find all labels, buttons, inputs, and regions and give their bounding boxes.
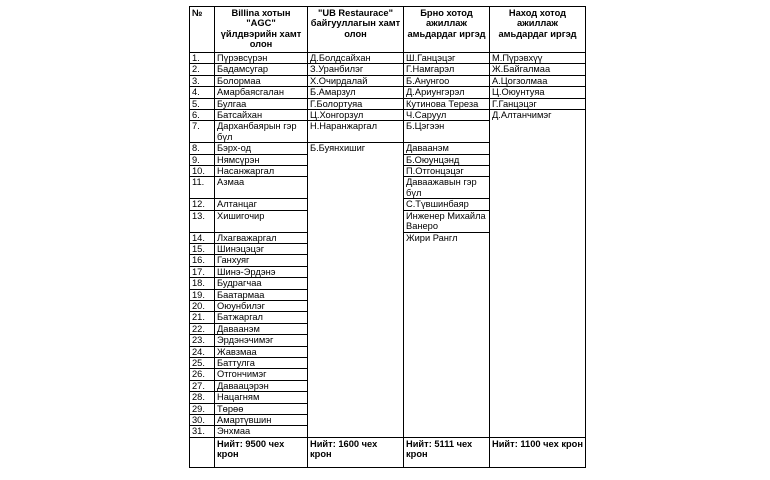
- table-row: [190, 255, 586, 266]
- brno-name: [404, 369, 490, 380]
- ub-restaurace-name: [308, 300, 404, 311]
- agc-name: Булгаа: [215, 98, 308, 109]
- nachod-name: Г.Ганцэцэг: [490, 98, 586, 109]
- ub-restaurace-name: [308, 266, 404, 277]
- brno-name: Даваанэм: [404, 143, 490, 154]
- agc-name: Даваацэрэн: [215, 380, 308, 391]
- total-agc: Нийт: 9500 чех крон: [215, 437, 308, 467]
- ub-restaurace-name: З.Уранбилэг: [308, 64, 404, 75]
- nachod-name: [490, 177, 586, 199]
- row-number: 15.: [190, 243, 215, 254]
- table-row: [190, 266, 586, 277]
- table-row: [190, 166, 586, 177]
- table-row: [190, 323, 586, 334]
- nachod-name: [490, 369, 586, 380]
- nachod-name: [490, 392, 586, 403]
- ub-restaurace-name: [308, 369, 404, 380]
- row-number: 8.: [190, 143, 215, 154]
- ub-restaurace-name: [308, 255, 404, 266]
- row-number: 30.: [190, 415, 215, 426]
- ub-restaurace-name: Ц.Хонгорзул: [308, 110, 404, 121]
- table-row: [190, 53, 586, 64]
- row-number: 16.: [190, 255, 215, 266]
- row-number: 14.: [190, 232, 215, 243]
- agc-name: Оюунбилэг: [215, 300, 308, 311]
- ub-restaurace-name: [308, 166, 404, 177]
- brno-name: Д.Ариунгэрэл: [404, 87, 490, 98]
- brno-name: [404, 392, 490, 403]
- ub-restaurace-name: [308, 403, 404, 414]
- row-number: 28.: [190, 392, 215, 403]
- ub-restaurace-name: [308, 346, 404, 357]
- table-row: [190, 177, 586, 199]
- ub-restaurace-name: [308, 289, 404, 300]
- agc-name: Амартүвшин: [215, 415, 308, 426]
- agc-name: Төрөө: [215, 403, 308, 414]
- nachod-name: [490, 426, 586, 437]
- table-row: [190, 289, 586, 300]
- table-row: [190, 380, 586, 391]
- brno-name: [404, 243, 490, 254]
- nachod-name: [490, 289, 586, 300]
- brno-name: [404, 335, 490, 346]
- row-number: 29.: [190, 403, 215, 414]
- row-number: 4.: [190, 87, 215, 98]
- agc-name: Нацагням: [215, 392, 308, 403]
- agc-name: Азмаа: [215, 177, 308, 199]
- nachod-name: [490, 166, 586, 177]
- table-row: [190, 278, 586, 289]
- row-number: 17.: [190, 266, 215, 277]
- ub-restaurace-name: [308, 357, 404, 368]
- ub-restaurace-name: [308, 323, 404, 334]
- nachod-name: Д.Алтанчимэг: [490, 110, 586, 121]
- brno-name: Ш.Ганцэцэг: [404, 53, 490, 64]
- nachod-name: [490, 255, 586, 266]
- brno-name: [404, 357, 490, 368]
- nachod-name: [490, 335, 586, 346]
- ub-restaurace-name: Х.Очирдалай: [308, 75, 404, 86]
- header-row: [190, 7, 586, 53]
- nachod-name: А.Цогзолмаа: [490, 75, 586, 86]
- row-number: 20.: [190, 300, 215, 311]
- row-number: 25.: [190, 357, 215, 368]
- agc-name: Хишигочир: [215, 210, 308, 232]
- brno-name: Ч.Саруул: [404, 110, 490, 121]
- nachod-name: [490, 323, 586, 334]
- ub-restaurace-name: [308, 278, 404, 289]
- table-row: [190, 154, 586, 165]
- nachod-name: Ж.Байгалмаа: [490, 64, 586, 75]
- row-number: 3.: [190, 75, 215, 86]
- agc-name: Лхагважаргал: [215, 232, 308, 243]
- ub-restaurace-name: [308, 312, 404, 323]
- nachod-name: Ц.Оюунтуяа: [490, 87, 586, 98]
- total-nachod: Нийт: 1100 чех крон: [490, 437, 586, 467]
- table-row: [190, 75, 586, 86]
- nachod-name: [490, 300, 586, 311]
- ub-restaurace-name: [308, 335, 404, 346]
- nachod-name: [490, 121, 586, 143]
- header-agc-factory: Billina хотын "AGC" үйлдвэрийн хамт олон: [215, 7, 308, 53]
- brno-name: Б.Цэгээн: [404, 121, 490, 143]
- brno-name: [404, 346, 490, 357]
- row-number: 18.: [190, 278, 215, 289]
- table-row: [190, 64, 586, 75]
- agc-name: Алтанцаг: [215, 199, 308, 210]
- row-number: 1.: [190, 53, 215, 64]
- brno-name: Б.Оюунцэнд: [404, 154, 490, 165]
- ub-restaurace-name: [308, 243, 404, 254]
- row-number: 2.: [190, 64, 215, 75]
- table-row: [190, 346, 586, 357]
- agc-name: Батжаргал: [215, 312, 308, 323]
- row-number: 19.: [190, 289, 215, 300]
- brno-name: [404, 426, 490, 437]
- row-number: 7.: [190, 121, 215, 143]
- brno-name: [404, 300, 490, 311]
- nachod-name: [490, 154, 586, 165]
- ub-restaurace-name: [308, 177, 404, 199]
- agc-name: Жавзмаа: [215, 346, 308, 357]
- table-row: [190, 232, 586, 243]
- agc-name: Бэрх-од: [215, 143, 308, 154]
- brno-name: [404, 289, 490, 300]
- agc-name: Шинэ-Эрдэнэ: [215, 266, 308, 277]
- ub-restaurace-name: Г.Болортуяа: [308, 98, 404, 109]
- table-row: [190, 312, 586, 323]
- brno-name: П.Отгонцэцэг: [404, 166, 490, 177]
- agc-name: Насанжаргал: [215, 166, 308, 177]
- agc-name: Пүрэвсүрэн: [215, 53, 308, 64]
- ub-restaurace-name: [308, 154, 404, 165]
- row-number: 31.: [190, 426, 215, 437]
- header-ub-restaurace: "UB Restaurace" байгууллагын хамт олон: [308, 7, 404, 53]
- table-row: [190, 415, 586, 426]
- brno-name: Кутинова Тереза: [404, 98, 490, 109]
- table-row: [190, 335, 586, 346]
- nachod-name: [490, 243, 586, 254]
- table-row: [190, 403, 586, 414]
- ub-restaurace-name: Д.Болдсайхан: [308, 53, 404, 64]
- nachod-name: [490, 415, 586, 426]
- total-brno: Нийт: 5111 чех крон: [404, 437, 490, 467]
- agc-name: Бадамсугар: [215, 64, 308, 75]
- agc-name: Баатармаа: [215, 289, 308, 300]
- donor-table: [189, 6, 586, 468]
- row-number: 9.: [190, 154, 215, 165]
- table-row: [190, 210, 586, 232]
- brno-name: Даваажавын гэр бүл: [404, 177, 490, 199]
- ub-restaurace-name: [308, 210, 404, 232]
- nachod-name: [490, 143, 586, 154]
- nachod-name: [490, 357, 586, 368]
- nachod-name: [490, 403, 586, 414]
- row-number: 5.: [190, 98, 215, 109]
- nachod-name: М.Пүрэвхүү: [490, 53, 586, 64]
- brno-name: Б.Анунгоо: [404, 75, 490, 86]
- nachod-name: [490, 266, 586, 277]
- nachod-name: [490, 210, 586, 232]
- row-number: 10.: [190, 166, 215, 177]
- ub-restaurace-name: [308, 426, 404, 437]
- agc-name: Баттулга: [215, 357, 308, 368]
- agc-name: Шинэцэцэг: [215, 243, 308, 254]
- agc-name: Эрдэнэчимэг: [215, 335, 308, 346]
- brno-name: Инженер Михайла Ванеро: [404, 210, 490, 232]
- header-nachod-residents: Наход хотод ажиллаж амьдардаг иргэд: [490, 7, 586, 53]
- table-row: [190, 426, 586, 437]
- ub-restaurace-name: Б.Амарзул: [308, 87, 404, 98]
- agc-name: Амарбаясгалан: [215, 87, 308, 98]
- agc-name: Будрагчаа: [215, 278, 308, 289]
- table-row: [190, 243, 586, 254]
- ub-restaurace-name: [308, 415, 404, 426]
- brno-name: С.Түвшинбаяр: [404, 199, 490, 210]
- row-number: 27.: [190, 380, 215, 391]
- ub-restaurace-name: [308, 380, 404, 391]
- donor-table-wrapper: [189, 6, 586, 468]
- agc-name: Батсайхан: [215, 110, 308, 121]
- agc-name: Отгончимэг: [215, 369, 308, 380]
- table-row: [190, 87, 586, 98]
- agc-name: Ганхуяг: [215, 255, 308, 266]
- ub-restaurace-name: Н.Наранжаргал: [308, 121, 404, 143]
- table-row: [190, 98, 586, 109]
- brno-name: Г.Намгарэл: [404, 64, 490, 75]
- nachod-name: [490, 232, 586, 243]
- ub-restaurace-name: [308, 199, 404, 210]
- table-row: [190, 369, 586, 380]
- brno-name: [404, 278, 490, 289]
- agc-name: Дарханбаярын гэр бүл: [215, 121, 308, 143]
- brno-name: Жири Рангл: [404, 232, 490, 243]
- row-number: 12.: [190, 199, 215, 210]
- nachod-name: [490, 278, 586, 289]
- total-ub-restaurace: Нийт: 1600 чех крон: [308, 437, 404, 467]
- table-row: [190, 357, 586, 368]
- table-body: [190, 53, 586, 438]
- table-row: [190, 110, 586, 121]
- row-number: 11.: [190, 177, 215, 199]
- agc-name: Болормаа: [215, 75, 308, 86]
- table-row: [190, 392, 586, 403]
- row-number: 22.: [190, 323, 215, 334]
- ub-restaurace-name: [308, 232, 404, 243]
- brno-name: [404, 255, 490, 266]
- header-brno-residents: Брно хотод ажиллаж амьдардаг иргэд: [404, 7, 490, 53]
- brno-name: [404, 403, 490, 414]
- table-row: [190, 121, 586, 143]
- row-number: 13.: [190, 210, 215, 232]
- totals-row: [190, 437, 586, 467]
- brno-name: [404, 312, 490, 323]
- nachod-name: [490, 380, 586, 391]
- ub-restaurace-name: Б.Буянхишиг: [308, 143, 404, 154]
- table-row: [190, 300, 586, 311]
- row-number: 26.: [190, 369, 215, 380]
- totals-number-cell: [190, 437, 215, 467]
- brno-name: [404, 266, 490, 277]
- nachod-name: [490, 199, 586, 210]
- row-number: 21.: [190, 312, 215, 323]
- nachod-name: [490, 312, 586, 323]
- row-number: 23.: [190, 335, 215, 346]
- brno-name: [404, 323, 490, 334]
- nachod-name: [490, 346, 586, 357]
- brno-name: [404, 380, 490, 391]
- agc-name: Энхмаа: [215, 426, 308, 437]
- ub-restaurace-name: [308, 392, 404, 403]
- table-row: [190, 143, 586, 154]
- row-number: 6.: [190, 110, 215, 121]
- agc-name: Нямсүрэн: [215, 154, 308, 165]
- row-number: 24.: [190, 346, 215, 357]
- table-row: [190, 199, 586, 210]
- header-number: №: [190, 7, 215, 53]
- brno-name: [404, 415, 490, 426]
- agc-name: Даваанэм: [215, 323, 308, 334]
